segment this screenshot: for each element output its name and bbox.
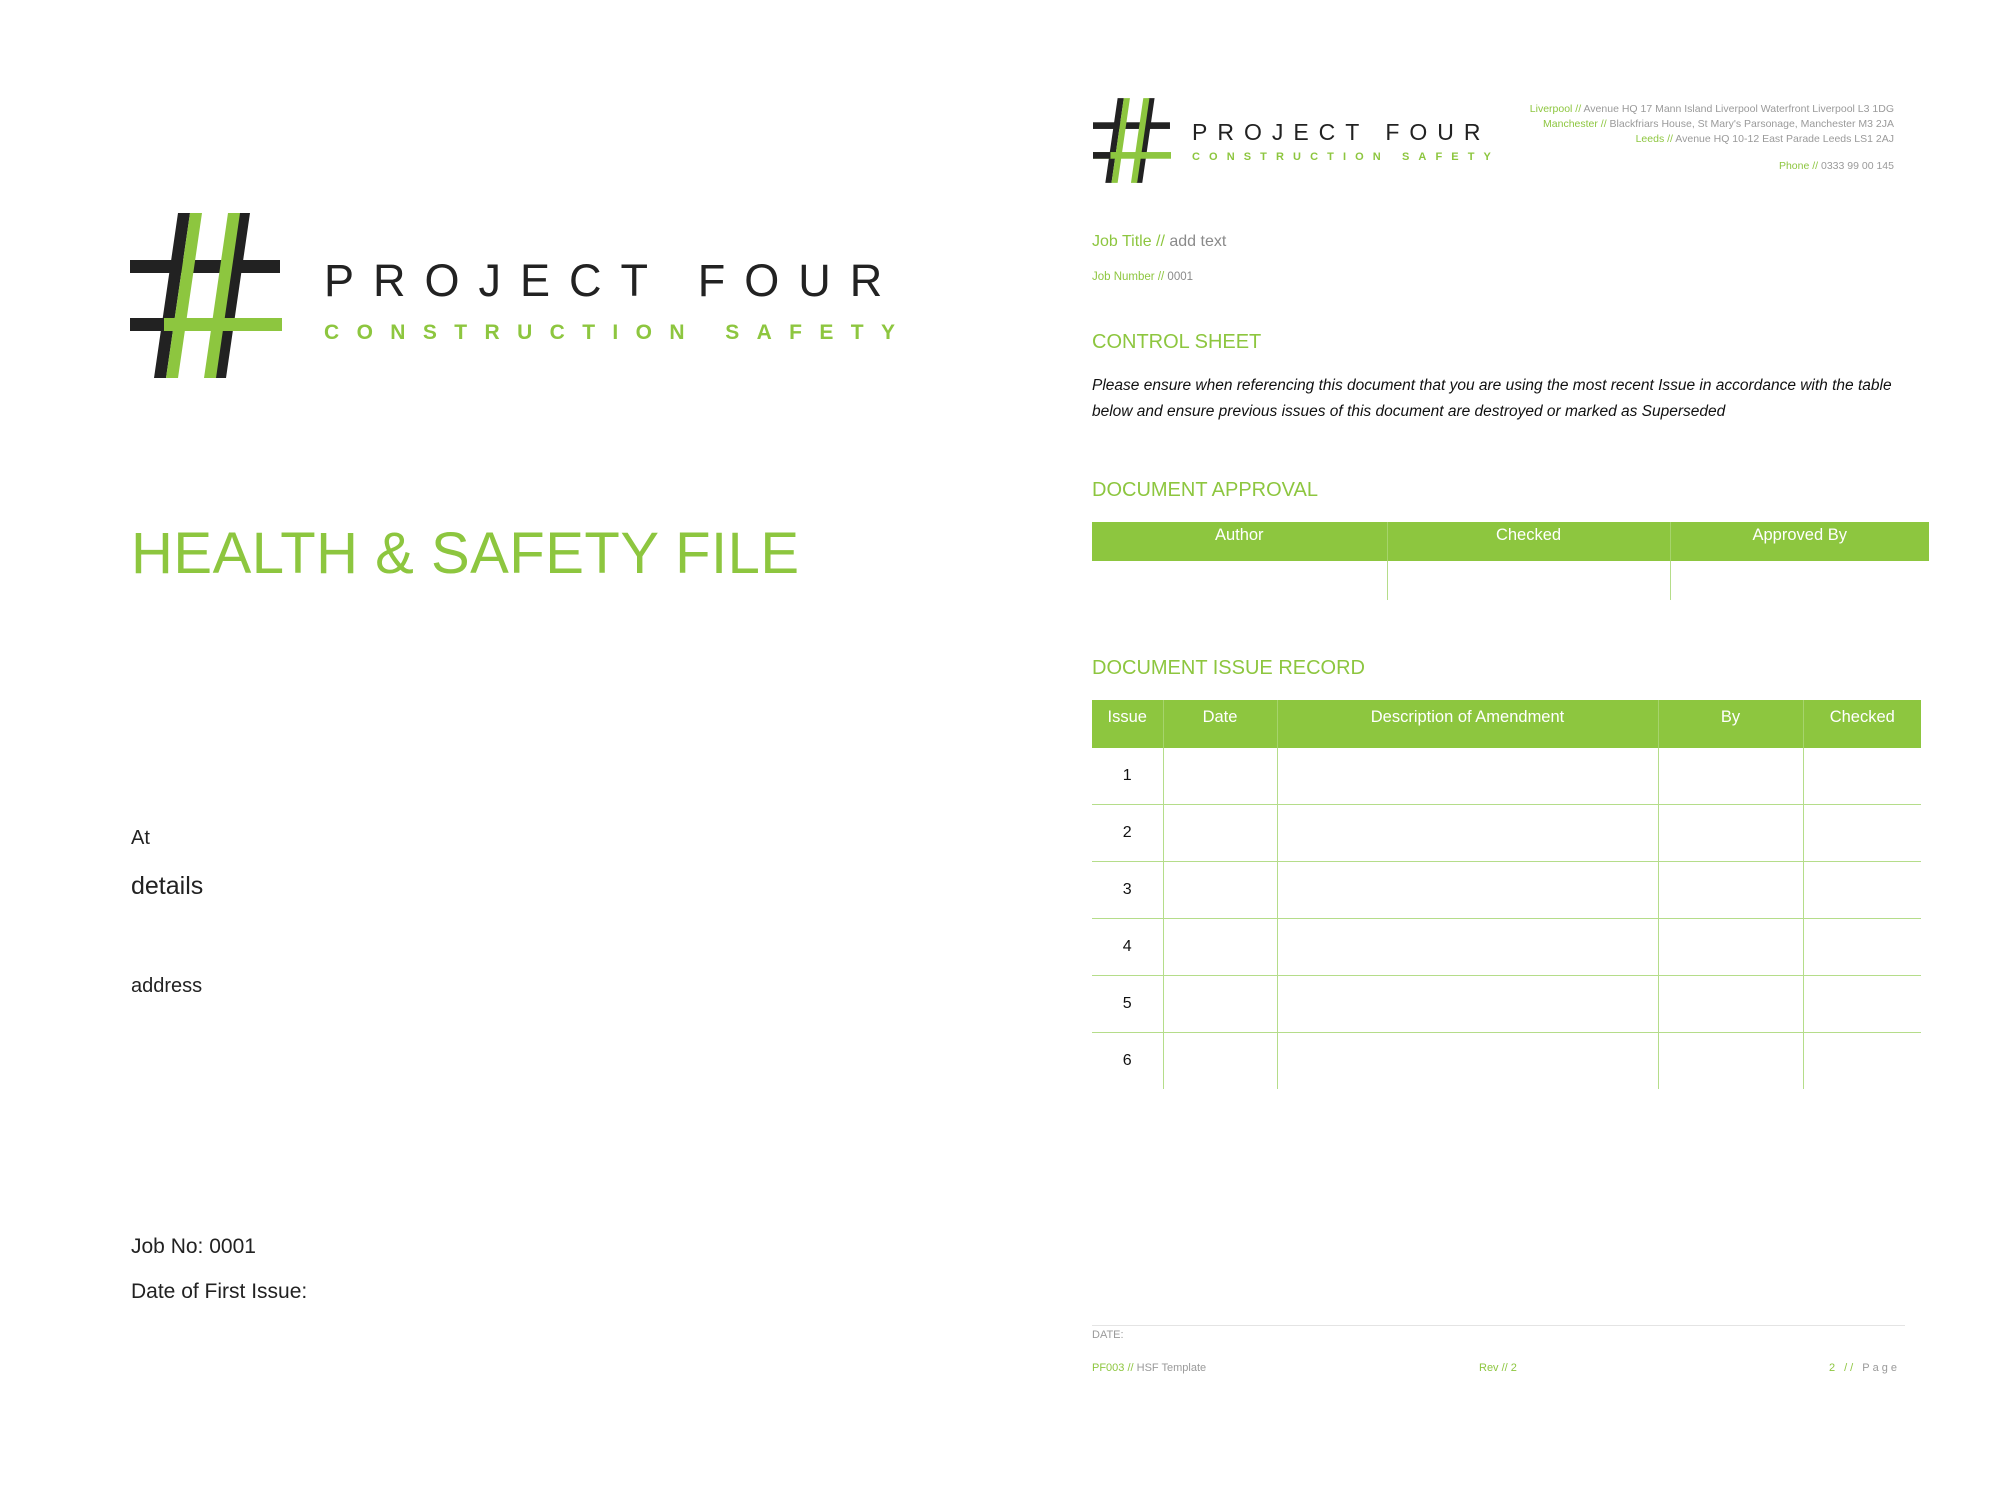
doc-code: PF003 xyxy=(1092,1362,1125,1374)
author-cell[interactable] xyxy=(1092,561,1387,600)
office-addresses xyxy=(1454,102,1894,174)
checked-cell[interactable] xyxy=(1387,561,1670,600)
table-header-row xyxy=(1092,700,1921,748)
by-cell[interactable] xyxy=(1658,919,1803,976)
document-approval-heading: DOCUMENT APPROVAL xyxy=(1092,479,1318,501)
doc-name: HSF Template xyxy=(1136,1362,1207,1374)
footer-revision xyxy=(1479,1362,1517,1374)
site-address: address xyxy=(131,975,203,997)
checked-cell[interactable] xyxy=(1803,919,1921,976)
separator: // xyxy=(1597,118,1610,130)
by-cell[interactable] xyxy=(1658,976,1803,1033)
table-row xyxy=(1092,976,1921,1033)
office-line-liverpool xyxy=(1454,102,1894,117)
issue-number: 6 xyxy=(1092,1033,1163,1090)
document-issue-record-heading: DOCUMENT ISSUE RECORD xyxy=(1092,657,1365,679)
table-row xyxy=(1092,805,1921,862)
col-checked: Checked xyxy=(1387,522,1670,561)
phone-label: Phone xyxy=(1778,160,1810,172)
by-cell[interactable] xyxy=(1658,862,1803,919)
date-of-first-issue: Date of First Issue: xyxy=(131,1280,308,1303)
table-row xyxy=(1092,561,1929,600)
separator: // xyxy=(1124,1362,1137,1374)
table-row xyxy=(1092,748,1921,805)
by-cell[interactable] xyxy=(1658,748,1803,805)
office-city: Manchester xyxy=(1543,118,1598,130)
col-date: Date xyxy=(1163,700,1277,748)
checked-cell[interactable] xyxy=(1803,1033,1921,1090)
issue-number: 3 xyxy=(1092,862,1163,919)
separator: // xyxy=(1809,160,1821,172)
description-cell[interactable] xyxy=(1277,862,1658,919)
brand-tagline-small: CONSTRUCTION SAFETY xyxy=(1192,151,1500,163)
job-number: Job No: 0001 xyxy=(131,1235,256,1258)
description-cell[interactable] xyxy=(1277,805,1658,862)
checked-cell[interactable] xyxy=(1803,976,1921,1033)
control-sheet-heading: CONTROL SHEET xyxy=(1092,331,1262,353)
by-cell[interactable] xyxy=(1658,1033,1803,1090)
office-line-leeds xyxy=(1454,132,1894,147)
description-cell[interactable] xyxy=(1277,976,1658,1033)
separator: // xyxy=(1154,271,1168,283)
date-cell[interactable] xyxy=(1163,805,1277,862)
office-address: Blackfriars House, St Mary's Parsonage, Manchester M3 2JA xyxy=(1609,118,1894,130)
description-cell[interactable] xyxy=(1277,919,1658,976)
hash-logo-icon-small xyxy=(1093,98,1171,183)
footer-doc-ref xyxy=(1092,1362,1206,1374)
office-address: Avenue HQ 10-12 East Parade Leeds LS1 2AJ xyxy=(1675,133,1894,145)
date-cell[interactable] xyxy=(1163,862,1277,919)
document-approval-table xyxy=(1092,522,1929,600)
job-title-value[interactable]: add text xyxy=(1169,233,1227,250)
brand-name-small: PROJECT FOUR xyxy=(1192,119,1491,145)
page-label: Page xyxy=(1862,1362,1900,1374)
office-address: Avenue HQ 17 Mann Island Liverpool Waterfront Liverpool L3 1DG xyxy=(1583,103,1894,115)
col-author: Author xyxy=(1092,522,1387,561)
col-description: Description of Amendment xyxy=(1277,700,1658,748)
checked-cell[interactable] xyxy=(1803,805,1921,862)
job-number-line xyxy=(1092,271,1193,283)
document-title: HEALTH & SAFETY FILE xyxy=(131,521,800,586)
job-number-label: Job Number xyxy=(1092,271,1155,283)
table-row xyxy=(1092,862,1921,919)
date-cell[interactable] xyxy=(1163,976,1277,1033)
col-by: By xyxy=(1658,700,1803,748)
by-cell[interactable] xyxy=(1658,805,1803,862)
separator: // xyxy=(1572,103,1584,115)
issue-number: 4 xyxy=(1092,919,1163,976)
separator: // xyxy=(1838,1362,1863,1374)
brand-tagline: CONSTRUCTION SAFETY xyxy=(324,321,913,344)
office-line-manchester xyxy=(1454,117,1894,132)
phone-number: 0333 99 00 145 xyxy=(1821,160,1894,172)
footer-page-number xyxy=(1829,1362,1900,1374)
checked-cell[interactable] xyxy=(1803,862,1921,919)
rev-value: 2 xyxy=(1510,1362,1517,1374)
control-sheet-instructions: Please ensure when referencing this document that you are using the most recent Issue in accordance with the table below and ensure previous issues of this document are destroyed or marked as Superseded xyxy=(1092,377,1892,420)
job-title-label: Job Title xyxy=(1092,233,1152,250)
issue-number: 2 xyxy=(1092,805,1163,862)
phone-line xyxy=(1454,159,1894,174)
page-number: 2 xyxy=(1828,1362,1839,1374)
table-row xyxy=(1092,919,1921,976)
separator: // xyxy=(1498,1362,1511,1374)
col-approved-by: Approved By xyxy=(1670,522,1929,561)
col-issue: Issue xyxy=(1092,700,1163,748)
date-cell[interactable] xyxy=(1163,919,1277,976)
separator: // xyxy=(1664,133,1676,145)
hash-logo-icon xyxy=(130,213,282,378)
at-label: At xyxy=(131,827,150,849)
job-title-line xyxy=(1092,233,1226,251)
office-city: Liverpool xyxy=(1529,103,1573,115)
document-issue-record-table xyxy=(1092,700,1921,1089)
table-header-row xyxy=(1092,522,1929,561)
date-cell[interactable] xyxy=(1163,1033,1277,1090)
job-number-value[interactable]: 0001 xyxy=(1167,271,1194,283)
office-city: Leeds xyxy=(1635,133,1665,145)
col-checked: Checked xyxy=(1803,700,1921,748)
description-cell[interactable] xyxy=(1277,1033,1658,1090)
issue-number: 1 xyxy=(1092,748,1163,805)
separator: // xyxy=(1151,233,1170,250)
date-cell[interactable] xyxy=(1163,748,1277,805)
approved-by-cell[interactable] xyxy=(1670,561,1929,600)
footer-date-label: DATE: xyxy=(1092,1329,1124,1341)
description-cell[interactable] xyxy=(1277,748,1658,805)
rev-label: Rev xyxy=(1479,1362,1499,1374)
checked-cell[interactable] xyxy=(1803,748,1921,805)
footer-divider xyxy=(1092,1325,1905,1326)
table-row xyxy=(1092,1033,1921,1090)
site-details: details xyxy=(131,872,204,900)
brand-wordmark xyxy=(324,253,912,345)
issue-number: 5 xyxy=(1092,976,1163,1033)
brand-name: PROJECT FOUR xyxy=(324,255,902,306)
